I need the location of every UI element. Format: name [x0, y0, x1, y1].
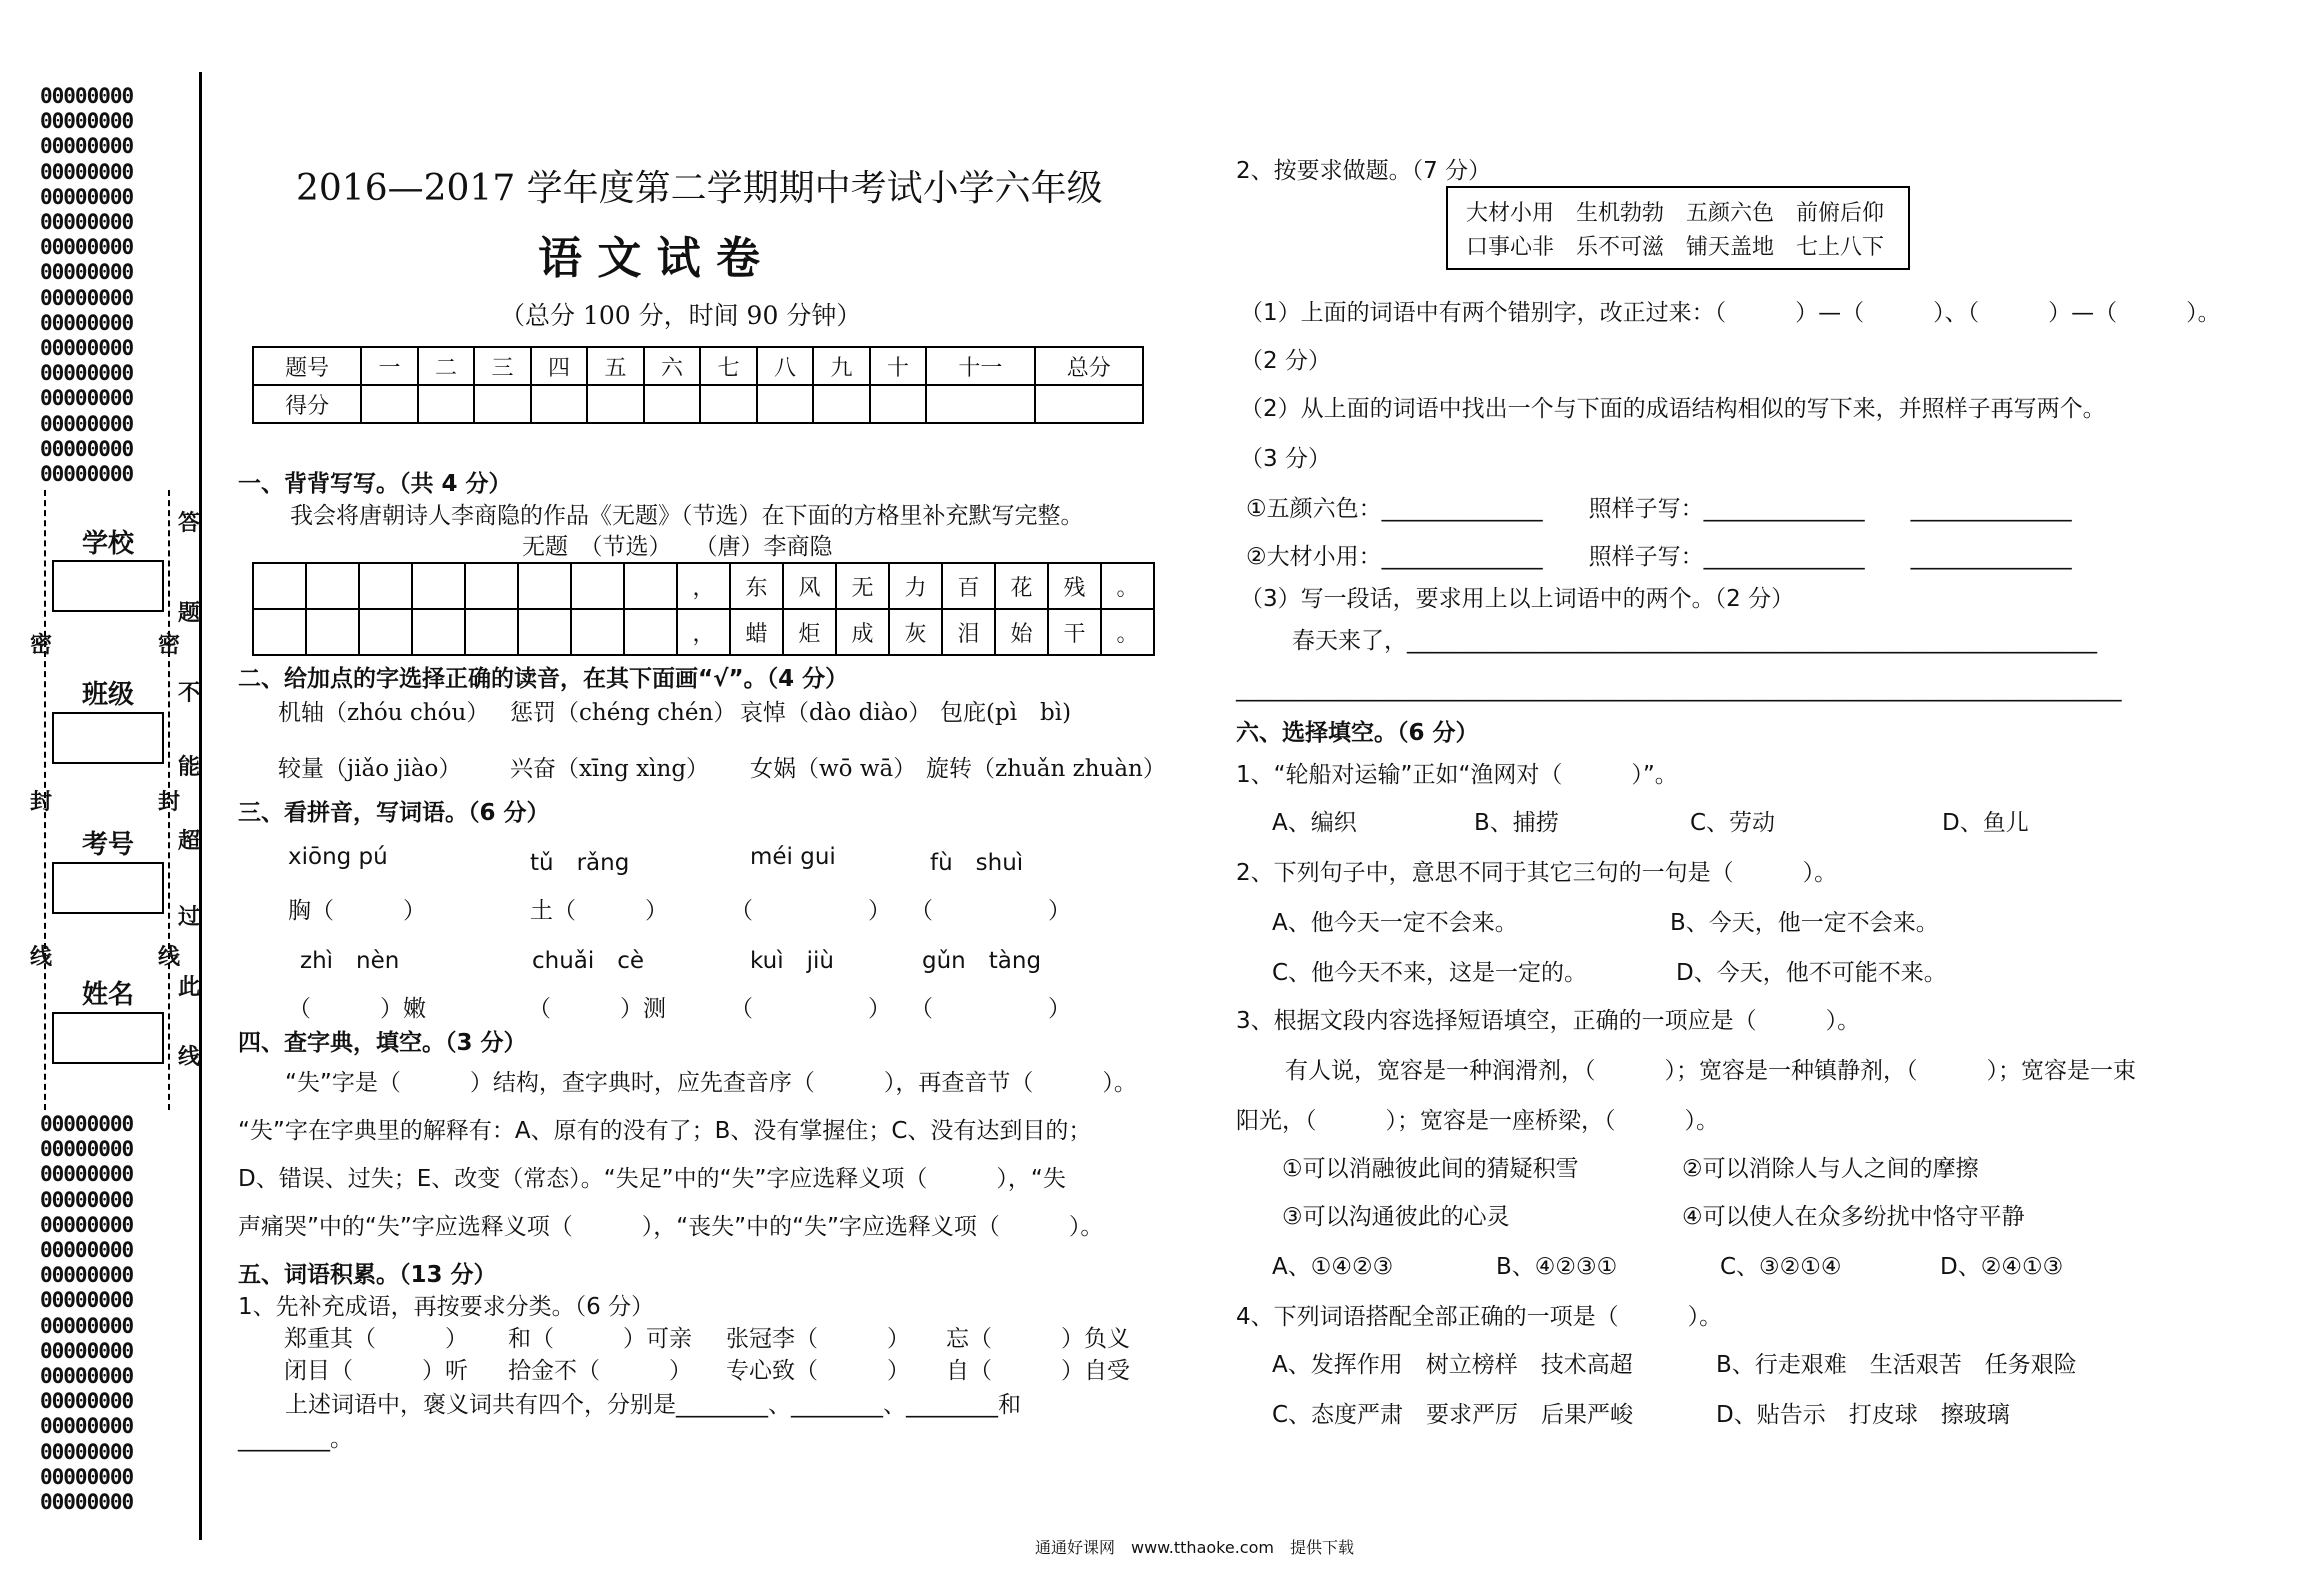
q5-idiom[interactable]: 郑重其（ ） [284, 1326, 468, 1352]
r2-p3: （3）写一段话，要求用上以上词语中的两个。（2 分） [1240, 586, 1795, 612]
score-cell[interactable] [474, 385, 531, 423]
warning-char: 此 [178, 975, 201, 1000]
q6-option[interactable]: B、捕捞 [1474, 810, 1559, 836]
score-header: 八 [757, 347, 814, 385]
seal-char: 封 [30, 790, 53, 815]
score-cell[interactable] [587, 385, 644, 423]
warning-char: 过 [178, 905, 201, 930]
score-cell[interactable] [813, 385, 870, 423]
poem-cell: ， [677, 563, 730, 609]
q6-option[interactable]: B、行走艰难 生活艰苦 任务艰险 [1716, 1352, 2077, 1378]
score-header: 题号 [253, 347, 361, 385]
poem-cell[interactable] [571, 609, 624, 655]
q1-heading: 一、背背写写。（共 4 分） [238, 471, 512, 497]
q1-intro: 我会将唐朝诗人李商隐的作品《无题》（节选）在下面的方格里补充默写完整。 [290, 503, 1084, 529]
q5-idiom[interactable]: 专心致（ ） [726, 1358, 910, 1384]
footer-source: 通通好课网 www.tthaoke.com 提供下载 [1035, 1538, 1354, 1557]
q2-item: 较量（jiǎo jiào） [278, 756, 462, 782]
r2-p1b: （2 分） [1240, 348, 1331, 374]
q6-s3-choice: ④可以使人在众多纷扰中恪守平静 [1682, 1204, 2025, 1230]
r2-spring[interactable]: 春天来了，____________________________________________________________ [1246, 628, 2097, 654]
score-table [252, 346, 1144, 424]
q3-blank[interactable]: （ ） [910, 996, 1071, 1022]
q6-option[interactable]: A、①④②③ [1272, 1254, 1394, 1280]
q6-option[interactable]: D、②④①③ [1940, 1254, 2064, 1280]
q5-sub: 1、先补充成语，再按要求分类。（6 分） [238, 1294, 655, 1320]
q2-heading: 二、给加点的字选择正确的读音，在其下面画“√”。（4 分） [238, 666, 849, 692]
poem-cell: 成 [836, 609, 889, 655]
exam-subject: 语 文 试 卷 [538, 233, 760, 284]
poem-cell: 。 [1101, 563, 1154, 609]
score-header: 二 [418, 347, 475, 385]
q6-option[interactable]: C、③②①④ [1720, 1254, 1842, 1280]
q3-blank[interactable]: （ ） [730, 996, 891, 1022]
label-exam-number: 考号 [82, 830, 135, 860]
poem-cell: 蜡 [730, 609, 783, 655]
q6-s3-text[interactable]: 阳光，（ ）；宽容是一座桥梁，（ ）。 [1236, 1108, 1719, 1134]
poem-cell[interactable] [571, 563, 624, 609]
q6-option[interactable]: D、今天，他不可能不来。 [1676, 960, 1947, 986]
exam-note: （总分 100 分，时间 90 分钟） [500, 301, 862, 330]
q3-blank[interactable]: （ ）测 [528, 996, 666, 1022]
q6-s3-choice: ③可以沟通彼此的心灵 [1282, 1204, 1510, 1230]
q3-blank[interactable]: 土（ ） [530, 898, 668, 924]
q6-option[interactable]: C、劳动 [1690, 810, 1776, 836]
poem-cell: 。 [1101, 609, 1154, 655]
poem-grid [252, 562, 1155, 656]
q4-line: 声痛哭”中的“失”字应选释义项（ ），“丧失”中的“失”字应选释义项（ ）。 [238, 1214, 1104, 1240]
label-class: 班级 [82, 680, 135, 710]
warning-char: 线 [178, 1045, 201, 1070]
q6-option[interactable]: B、今天，他一定不会来。 [1670, 910, 1939, 936]
poem-cell: 风 [783, 563, 836, 609]
poem-cell[interactable] [624, 563, 677, 609]
r2-example[interactable]: ①五颜六色：______________ 照样子写：______________ ______________ [1246, 496, 2072, 522]
class-field[interactable] [52, 712, 164, 764]
q6-option[interactable]: C、他今天不来，这是一定的。 [1272, 960, 1588, 986]
q3-pinyin: zhì nèn [300, 948, 400, 974]
score-header: 三 [474, 347, 531, 385]
poem-cell: 残 [1048, 563, 1101, 609]
poem-cell: 花 [995, 563, 1048, 609]
q3-heading: 三、看拼音，写词语。（6 分） [238, 800, 550, 826]
r2-p1[interactable]: （1）上面的词语中有两个错别字，改正过来：（ ）—（ ）、（ ）—（ ）。 [1240, 300, 2221, 326]
score-header: 一 [361, 347, 418, 385]
idiom-box [1446, 186, 1910, 270]
poem-cell: 东 [730, 563, 783, 609]
poem-cell: 干 [1048, 609, 1101, 655]
warning-char: 不 [178, 681, 201, 706]
r2-p2b: （3 分） [1240, 446, 1331, 472]
poem-cell[interactable] [253, 609, 306, 655]
warning-char: 题 [178, 601, 201, 626]
poem-cell: 百 [942, 563, 995, 609]
q5-heading: 五、词语积累。（13 分） [238, 1262, 497, 1288]
score-cell[interactable] [644, 385, 701, 423]
binding-line [199, 72, 202, 1540]
q3-pinyin: méi gui [750, 844, 836, 870]
q6-s1: 1、“轮船对运输”正如“渔网对（ ）”。 [1236, 762, 1678, 788]
q3-pinyin: kuì jiù [750, 948, 834, 974]
q6-option[interactable]: D、贴告示 打皮球 擦玻璃 [1716, 1402, 2010, 1428]
score-cell[interactable] [700, 385, 757, 423]
q3-blank[interactable]: （ ） [730, 898, 891, 924]
poem-cell[interactable] [412, 609, 465, 655]
q3-pinyin: tǔ rǎng [530, 850, 630, 876]
poem-cell[interactable] [465, 563, 518, 609]
poem-cell: 始 [995, 609, 1048, 655]
q4-line: “失”字是（ ）结构，查字典时，应先查音序（ ），再查音节（ ）。 [262, 1070, 1137, 1096]
q6-option[interactable]: D、鱼儿 [1942, 810, 2029, 836]
q6-heading: 六、选择填空。（6 分） [1236, 720, 1479, 746]
poem-cell[interactable] [359, 563, 412, 609]
q6-option[interactable]: A、编织 [1272, 810, 1357, 836]
idiom-box-row: 大材小用 生机勃勃 五颜六色 前俯后仰 [1466, 201, 1885, 226]
q5-idiom[interactable]: 忘（ ）负义 [946, 1326, 1130, 1352]
q6-option[interactable]: C、态度严肃 要求严厉 后果严峻 [1272, 1402, 1634, 1428]
exam-title: 2016—2017 学年度第二学期期中考试小学六年级 [296, 168, 1103, 209]
idiom-box-row: 口事心非 乐不可滋 铺天盖地 七上八下 [1466, 235, 1885, 260]
q6-option[interactable]: A、发挥作用 树立榜样 技术高超 [1272, 1352, 1633, 1378]
q3-pinyin: xiōng pú [288, 844, 388, 870]
binding-zeros-bottom: 00000000 00000000 00000000 00000000 00000000 00000000 00000000 00000000 00000000 00000000 00000000 00000000 00000000 00000000 00000000 00000000 [40, 1112, 134, 1515]
r2-write-line[interactable]: _____________________________________________________________________________ [1236, 676, 2122, 702]
score-header: 十一 [926, 347, 1034, 385]
label-name: 姓名 [82, 980, 135, 1010]
seal-char: 线 [158, 945, 181, 970]
score-header: 九 [813, 347, 870, 385]
q2-item: 惩罚（chéng chén） [510, 700, 737, 726]
poem-cell: 灰 [889, 609, 942, 655]
q6-s2: 2、下列句子中，意思不同于其它三句的一句是（ ）。 [1236, 860, 1838, 886]
poem-cell[interactable] [624, 609, 677, 655]
q4-line: “失”字在字典里的解释有：A、原有的没有了；B、没有掌握住；C、没有达到目的； [238, 1118, 1092, 1144]
poem-cell: 无 [836, 563, 889, 609]
q3-blank[interactable]: 胸（ ） [288, 898, 426, 924]
school-field[interactable] [52, 560, 164, 612]
poem-cell[interactable] [253, 563, 306, 609]
poem-cell: 力 [889, 563, 942, 609]
seal-char: 封 [158, 790, 181, 815]
q3-pinyin: fù shuì [930, 850, 1024, 876]
q5-praise-end[interactable]: ________。 [238, 1426, 353, 1452]
q6-option[interactable]: B、④②③① [1496, 1254, 1618, 1280]
label-school: 学校 [82, 529, 135, 559]
poem-cell[interactable] [518, 563, 571, 609]
poem-cell: 泪 [942, 609, 995, 655]
q5-idiom[interactable]: 自（ ）自受 [946, 1358, 1130, 1384]
q2-item: 包庇(pì bì) [940, 700, 1072, 726]
poem-cell[interactable] [359, 609, 412, 655]
poem-cell: 炬 [783, 609, 836, 655]
q2-item: 机轴（zhóu chóu） [278, 700, 490, 726]
score-header: 四 [531, 347, 588, 385]
q6-s3-choice: ②可以消除人与人之间的摩擦 [1682, 1156, 1979, 1182]
seal-char: 密 [158, 633, 181, 658]
warning-char: 超 [178, 829, 201, 854]
r2-p2: （2）从上面的词语中找出一个与下面的成语结构相似的写下来，并照样子再写两个。 [1240, 396, 2106, 422]
q3-blank[interactable]: （ ）嫩 [288, 996, 426, 1022]
poem-cell[interactable] [412, 563, 465, 609]
score-cell[interactable] [757, 385, 814, 423]
q3-blank[interactable]: （ ） [910, 898, 1071, 924]
q4-heading: 四、查字典，填空。（3 分） [238, 1030, 527, 1056]
score-cell[interactable] [1035, 385, 1143, 423]
q6-s3-choice: ①可以消融彼此间的猜疑积雪 [1282, 1156, 1579, 1182]
r2-heading: 2、按要求做题。（7 分） [1236, 158, 1492, 184]
poem-cell[interactable] [306, 563, 359, 609]
q3-pinyin: chuǎi cè [532, 948, 645, 974]
q3-pinyin: gǔn tàng [922, 948, 1042, 974]
q6-s4: 4、下列词语搭配全部正确的一项是（ ）。 [1236, 1304, 1723, 1330]
score-header: 总分 [1035, 347, 1143, 385]
warning-char: 能 [178, 755, 201, 780]
score-header: 五 [587, 347, 644, 385]
q2-item: 旋转（zhuǎn zhuàn） [926, 756, 1166, 782]
score-row-label: 得分 [253, 385, 361, 423]
poem-cell[interactable] [306, 609, 359, 655]
q6-s3: 3、根据文段内容选择短语填空，正确的一项应是（ ）。 [1236, 1008, 1861, 1034]
score-cell[interactable] [926, 385, 1034, 423]
warning-char: 答 [178, 511, 201, 536]
score-header: 七 [700, 347, 757, 385]
seal-char: 密 [30, 633, 53, 658]
q1-poem-title: 无题 （节选） （唐）李商隐 [522, 534, 833, 560]
q5-idiom[interactable]: 和（ ）可亲 [508, 1326, 692, 1352]
poem-cell: ， [677, 609, 730, 655]
score-header: 六 [644, 347, 701, 385]
q2-item: 哀悼（dào diào） [740, 700, 932, 726]
q5-idiom[interactable]: 闭目（ ）听 [284, 1358, 468, 1384]
poem-cell[interactable] [465, 609, 518, 655]
score-header: 十 [870, 347, 927, 385]
q5-idiom[interactable]: 拾金不（ ） [508, 1358, 692, 1384]
binding-zeros-top: 00000000 00000000 00000000 00000000 00000000 00000000 00000000 00000000 00000000 00000000 00000000 00000000 00000000 00000000 00000000 00000000 [40, 84, 134, 487]
exam-number-field[interactable] [52, 862, 164, 914]
seal-char: 线 [30, 945, 53, 970]
q5-idiom[interactable]: 张冠李（ ） [726, 1326, 910, 1352]
q6-option[interactable]: A、他今天一定不会来。 [1272, 910, 1518, 936]
score-cell[interactable] [870, 385, 927, 423]
r2-example[interactable]: ②大材小用：______________ 照样子写：______________ ______________ [1246, 544, 2072, 570]
score-cell[interactable] [361, 385, 418, 423]
q5-praise[interactable]: 上述词语中，褒义词共有四个，分别是________、________、________和 [262, 1392, 1021, 1418]
name-field[interactable] [52, 1012, 164, 1064]
poem-cell[interactable] [518, 609, 571, 655]
q4-line: D、错误、过失；E、改变（常态）。“失足”中的“失”字应选释义项（ ），“失 [238, 1166, 1066, 1192]
q2-item: 兴奋（xīng xìng） [510, 756, 710, 782]
q2-item: 女娲（wō wā） [750, 756, 917, 782]
q6-s3-text[interactable]: 有人说，宽容是一种润滑剂，（ ）；宽容是一种镇静剂，（ ）；宽容是一束 [1262, 1058, 2136, 1084]
score-cell[interactable] [531, 385, 588, 423]
score-cell[interactable] [418, 385, 475, 423]
